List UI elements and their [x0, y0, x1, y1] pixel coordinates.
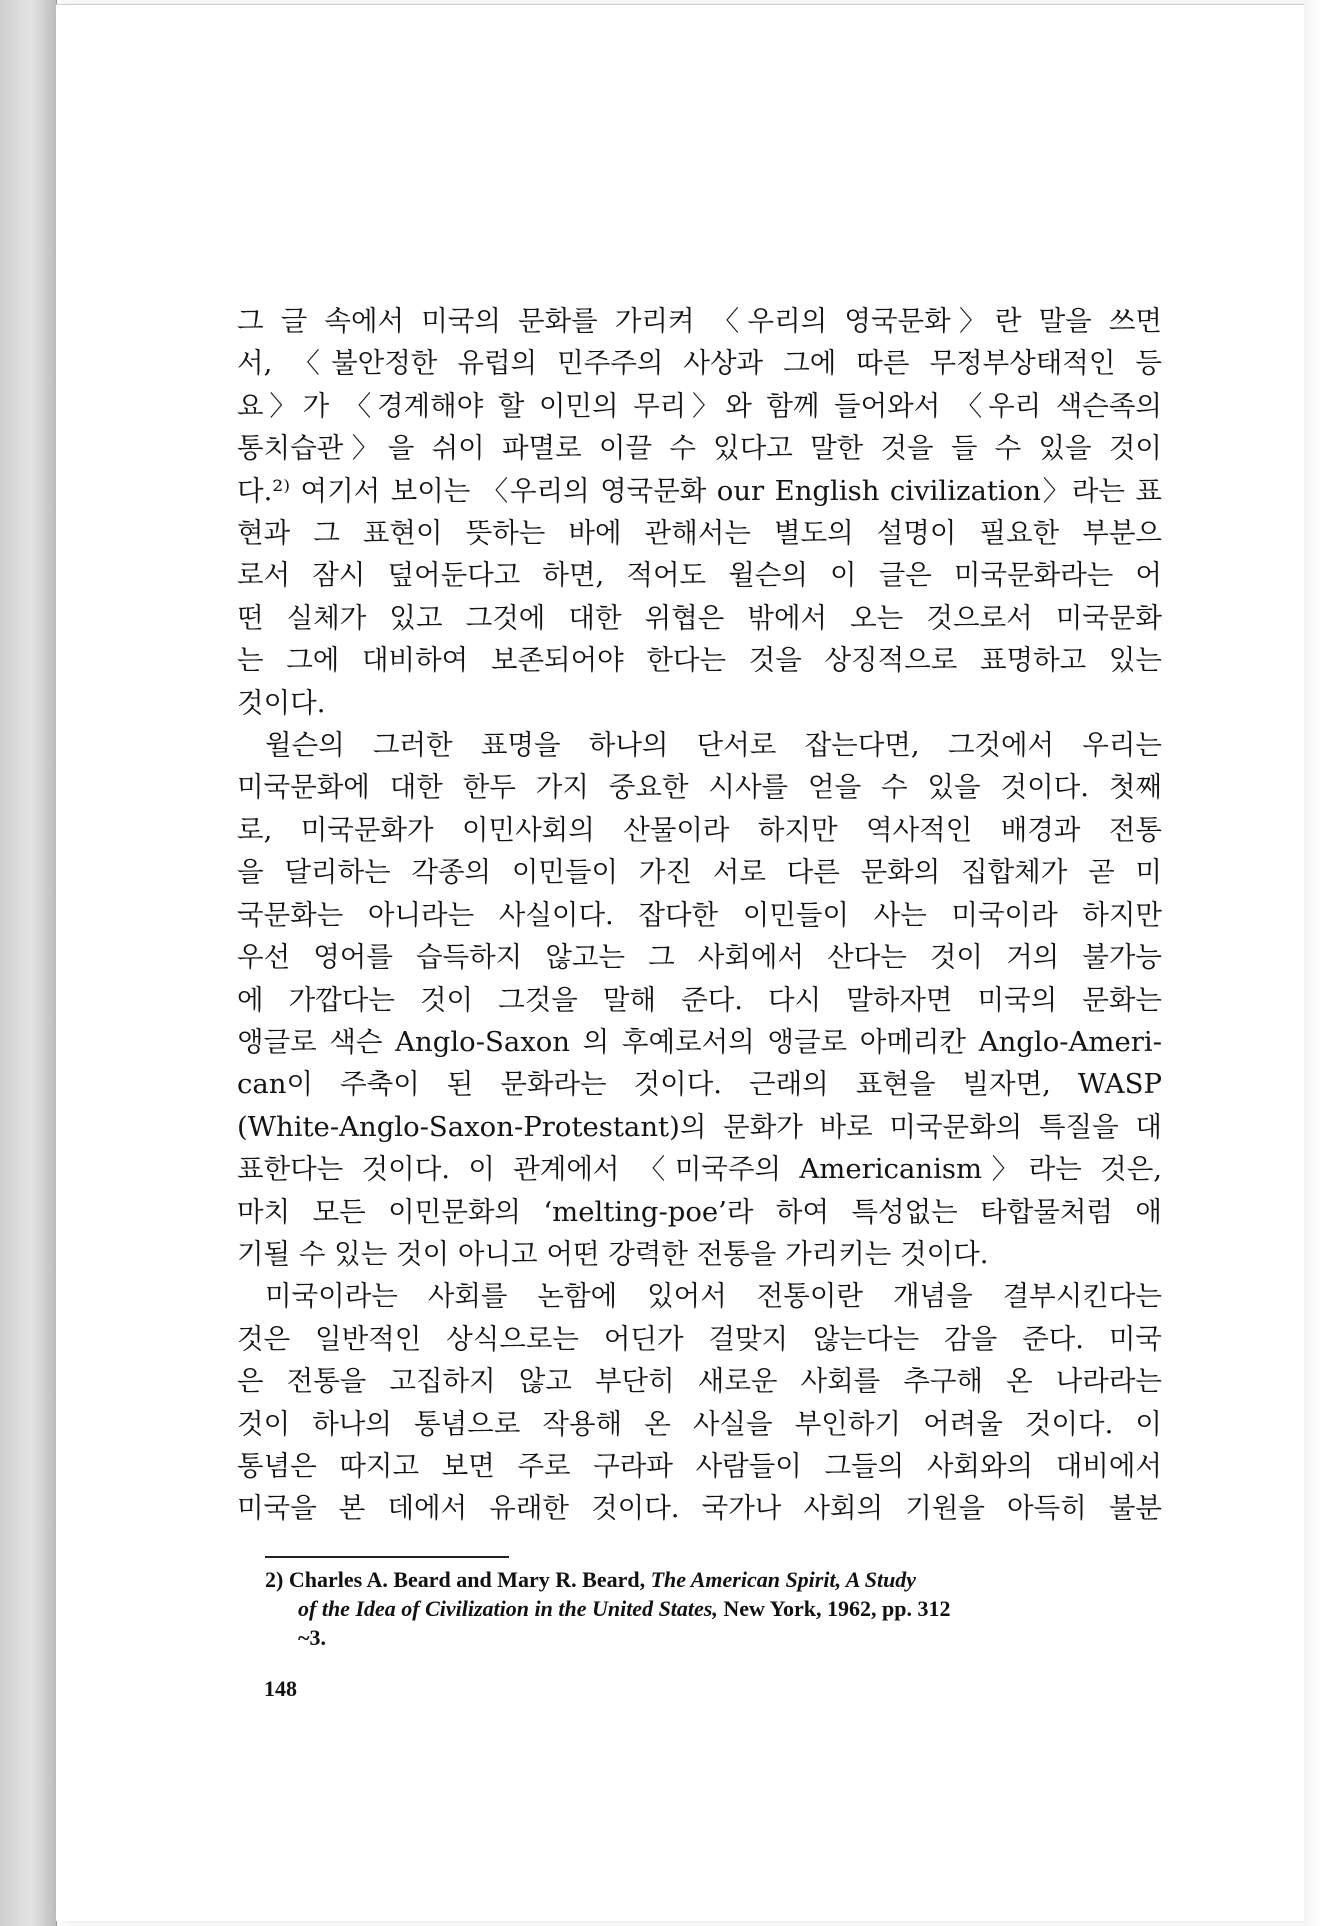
- text-line: 통념은 따지고 보면 주로 구라파 사람들이 그들의 사회와의 대비에서: [237, 1449, 1162, 1482]
- footnote-line: [265, 1594, 1162, 1623]
- text-line: 윌슨의 그러한 표명을 하나의 단서로 잡는다면, 그것에서 우리는: [265, 729, 1162, 762]
- text-line: 에 가깝다는 것이 그것을 말해 준다. 다시 말하자면 미국의 문화는: [237, 983, 1162, 1016]
- paragraph-1: [237, 300, 1162, 724]
- footnote-page-range: ~3.: [298, 1625, 326, 1650]
- text-line: 통치습관〉을 쉬이 파멸로 이끌 수 있다고 말한 것을 들 수 있을 것이: [237, 432, 1162, 465]
- text-line: 을 달리하는 각종의 이민들이 가진 서로 다른 문화의 집합체가 곧 미: [237, 856, 1162, 889]
- paragraph-3: [237, 1275, 1162, 1529]
- text-line: 미국이라는 사회를 논함에 있어서 전통이란 개념을 결부시킨다는: [265, 1280, 1162, 1313]
- footnote-title: The American Spirit, A Study: [650, 1567, 917, 1592]
- text-line: 앵글로 색슨 Anglo-Saxon 의 후예로서의 앵글로 아메리칸 Anglo-Ameri-: [237, 1025, 1162, 1058]
- text-line: 미국을 본 데에서 유래한 것이다. 국가나 사회의 기원을 아득히 불분: [237, 1492, 1162, 1525]
- text-line: 는 그에 대비하여 보존되어야 한다는 것을 상징적으로 표명하고 있는: [237, 644, 1162, 677]
- paragraph-2: [237, 724, 1162, 1275]
- text-line: 것이 하나의 통념으로 작용해 온 사실을 부인하기 어려울 것이다. 이: [237, 1407, 1162, 1440]
- page-edge: [1304, 0, 1322, 1926]
- text-line: can이 주축이 된 문화라는 것이다. 근래의 표현을 빌자면, WASP: [237, 1068, 1162, 1101]
- text-line: 표한다는 것이다. 이 관계에서 〈미국주의 Americanism〉라는 것은,: [237, 1153, 1162, 1186]
- text-line: 국문화는 아니라는 사실이다. 잡다한 이민들이 사는 미국이라 하지만: [237, 898, 1162, 931]
- text-line: 우선 영어를 습득하지 않고는 그 사회에서 산다는 것이 거의 불가능: [237, 941, 1162, 974]
- text-line: 로, 미국문화가 이민사회의 산물이라 하지만 역사적인 배경과 전통: [237, 813, 1162, 846]
- text-line: (White-Anglo-Saxon-Protestant)의 문화가 바로 미국문화의 특질을 대: [237, 1110, 1162, 1143]
- footnote-title: of the Idea of Civilization in the United States,: [298, 1596, 718, 1621]
- text-line: 로서 잠시 덮어둔다고 하면, 적어도 윌슨의 이 글은 미국문화라는 어: [237, 559, 1162, 592]
- text-line: 마치 모든 이민문화의 ‘melting-poe’라 하여 특성없는 타합물처럼 애: [237, 1195, 1162, 1228]
- text-line: 것이다.: [237, 686, 326, 719]
- text-line: 미국문화에 대한 한두 가지 중요한 시사를 얻을 수 있을 것이다. 첫째: [237, 771, 1162, 804]
- text-line: 떤 실체가 있고 그것에 대한 위협은 밖에서 오는 것으로서 미국문화: [237, 601, 1162, 634]
- text-line: 은 전통을 고집하지 않고 부단히 새로운 사회를 추구해 온 나라라는: [237, 1365, 1162, 1398]
- text-line: 것은 일반적인 상식으로는 어딘가 걸맞지 않는다는 감을 준다. 미국: [237, 1322, 1162, 1355]
- text-line: 다.²⁾ 여기서 보이는 〈우리의 영국문화 our English civilization〉라는 표: [237, 474, 1162, 507]
- footnote: [265, 1565, 1162, 1652]
- text-line: 그 글 속에서 미국의 문화를 가리켜 〈우리의 영국문화〉란 말을 쓰면: [237, 305, 1162, 337]
- book-spine: [0, 0, 57, 1926]
- footnote-rule: [265, 1556, 509, 1558]
- text-line: 서, 〈불안정한 유럽의 민주주의 사상과 그에 따른 무정부상태적인 등: [237, 347, 1162, 380]
- text-line: 요〉가 〈경계해야 할 이민의 무리〉와 함께 들어와서 〈우리 색슨족의: [237, 389, 1162, 422]
- text-line: 현과 그 표현이 뜻하는 바에 관해서는 별도의 설명이 필요한 부분으: [237, 517, 1162, 550]
- footnote-publisher: New York, 1962, pp. 312: [723, 1596, 951, 1621]
- page-number: 148: [264, 1676, 297, 1701]
- footnote-authors: Charles A. Beard and Mary R. Beard,: [288, 1567, 646, 1592]
- footnote-line: [265, 1565, 1162, 1594]
- body-text: [237, 300, 1162, 1530]
- text-line: 기될 수 있는 것이 아니고 어떤 강력한 전통을 가리키는 것이다.: [237, 1237, 989, 1270]
- footnote-marker: 2): [265, 1567, 284, 1592]
